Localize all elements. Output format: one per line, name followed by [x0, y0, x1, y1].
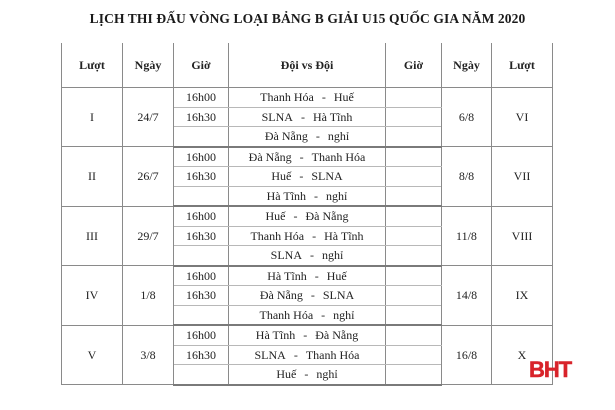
separator: - [299, 149, 304, 164]
bht-logo: BHT [529, 357, 572, 382]
match-cell [229, 186, 386, 206]
home-team: SLNA [254, 347, 286, 362]
match-cell [229, 127, 386, 147]
return-round-cell: VI [492, 88, 553, 147]
home-team: SLNA [270, 248, 302, 263]
header-time: Giờ [174, 43, 229, 88]
round-cell: I [62, 88, 123, 147]
schedule-table-container [61, 43, 553, 386]
away-team: Thanh Hóa [311, 149, 366, 164]
home-team: SLNA [261, 109, 293, 124]
date-cell: 3/8 [123, 325, 174, 385]
match-row [62, 206, 553, 226]
time-cell: 16h30 [174, 167, 229, 187]
away-team: nghỉ [333, 307, 355, 322]
return-date-cell: 16/8 [442, 325, 492, 385]
date-cell: 26/7 [123, 147, 174, 207]
separator: - [321, 90, 326, 105]
time-cell: 16h30 [174, 286, 229, 306]
separator: - [321, 307, 326, 322]
home-team: Hà Tĩnh [267, 268, 307, 283]
home-team: Huế [271, 169, 292, 184]
separator: - [314, 268, 319, 283]
separator: - [300, 109, 305, 124]
match-cell [229, 206, 386, 226]
match-cell [229, 305, 386, 325]
home-team: Thanh Hóa [250, 228, 305, 243]
away-team: Đà Nẵng [315, 328, 359, 343]
match-cell [229, 266, 386, 286]
time-cell: 16h00 [174, 88, 229, 108]
time-cell: 16h00 [174, 325, 229, 345]
separator: - [312, 228, 317, 243]
return-round-cell: VII [492, 147, 553, 207]
return-time-cell [386, 266, 442, 286]
away-team: Hà Tĩnh [312, 109, 353, 124]
match-row [62, 147, 553, 167]
time-cell: 16h00 [174, 266, 229, 286]
time-cell [174, 127, 229, 147]
away-team: Thanh Hóa [305, 347, 360, 362]
header-round: Lượt [62, 43, 123, 88]
schedule-table [61, 43, 553, 386]
return-time-cell [386, 167, 442, 187]
separator: - [310, 248, 314, 263]
time-cell [174, 186, 229, 206]
home-team: Thanh Hóa [259, 307, 314, 322]
time-cell: 16h00 [174, 147, 229, 167]
home-team: Huế [276, 367, 297, 382]
away-team: nghỉ [322, 248, 344, 263]
home-team: Hà Tĩnh [266, 188, 307, 203]
away-team: nghỉ [327, 129, 350, 144]
return-time-cell [386, 226, 442, 246]
header-row [62, 43, 553, 88]
return-time-cell [386, 286, 442, 306]
round-cell: IV [62, 266, 123, 326]
time-cell: 16h00 [174, 206, 229, 226]
return-time-cell [386, 246, 442, 266]
return-time-cell [386, 186, 442, 206]
separator: - [303, 328, 308, 343]
separator: - [314, 188, 319, 203]
round-cell: III [62, 206, 123, 266]
time-cell: 16h30 [174, 107, 229, 127]
return-date-cell: 11/8 [442, 206, 492, 266]
separator: - [299, 169, 304, 184]
away-team: Đà Nẵng [305, 209, 349, 224]
match-cell [229, 167, 386, 187]
return-round-cell: IX [492, 266, 553, 326]
away-team: nghỉ [316, 367, 338, 382]
return-time-cell [386, 345, 442, 365]
date-cell: 24/7 [123, 88, 174, 147]
round-cell: II [62, 147, 123, 207]
return-round-cell: VIII [492, 206, 553, 266]
away-team: Hà Tĩnh [324, 228, 364, 243]
return-date-cell: 8/8 [442, 147, 492, 207]
time-cell [174, 305, 229, 325]
return-time-cell [386, 305, 442, 325]
header-return-date: Ngày [442, 43, 492, 88]
return-time-cell [386, 107, 442, 127]
return-time-cell [386, 325, 442, 345]
match-cell [229, 286, 386, 306]
separator: - [293, 209, 298, 224]
header-date: Ngày [123, 43, 174, 88]
match-cell [229, 365, 386, 385]
time-cell: 16h30 [174, 226, 229, 246]
match-cell [229, 147, 386, 167]
home-team: Đà Nẵng [248, 149, 292, 164]
time-cell [174, 246, 229, 266]
return-round-cell: X [492, 325, 553, 385]
away-team: Huế [333, 90, 354, 105]
return-time-cell [386, 147, 442, 167]
away-team: nghỉ [326, 188, 348, 203]
separator: - [315, 129, 320, 144]
home-team: Thanh Hóa [260, 90, 314, 105]
return-date-cell: 6/8 [442, 88, 492, 147]
schedule-body [62, 88, 553, 385]
return-date-cell: 14/8 [442, 266, 492, 326]
home-team: Huế [265, 209, 286, 224]
away-team: Huế [326, 268, 347, 283]
separator: - [304, 367, 309, 382]
date-cell: 29/7 [123, 206, 174, 266]
return-time-cell [386, 127, 442, 147]
header-return-time: Giờ [386, 43, 442, 88]
return-time-cell [386, 206, 442, 226]
return-time-cell [386, 88, 442, 108]
time-cell: 16h30 [174, 345, 229, 365]
home-team: Hà Tĩnh [255, 328, 296, 343]
separator: - [310, 288, 315, 303]
round-cell: V [62, 325, 123, 385]
match-cell [229, 246, 386, 266]
match-cell [229, 325, 386, 345]
match-row [62, 266, 553, 286]
separator: - [293, 347, 298, 362]
away-team: SLNA [311, 169, 343, 184]
home-team: Đà Nẵng [264, 129, 308, 144]
match-cell [229, 345, 386, 365]
header-return-round: Lượt [492, 43, 553, 88]
header-match: Đội vs Đội [229, 43, 386, 88]
page-title: LỊCH THI ĐẤU VÒNG LOẠI BẢNG B GIẢI U15 QUỐC GIA NĂM 2020 [89, 11, 526, 26]
date-cell: 1/8 [123, 266, 174, 326]
home-team: Đà Nẵng [259, 288, 303, 303]
match-row [62, 325, 553, 345]
match-row [62, 88, 553, 108]
match-cell [229, 107, 386, 127]
away-team: SLNA [322, 288, 355, 303]
match-cell [229, 88, 386, 108]
return-time-cell [386, 365, 442, 385]
match-cell [229, 226, 386, 246]
time-cell [174, 365, 229, 385]
